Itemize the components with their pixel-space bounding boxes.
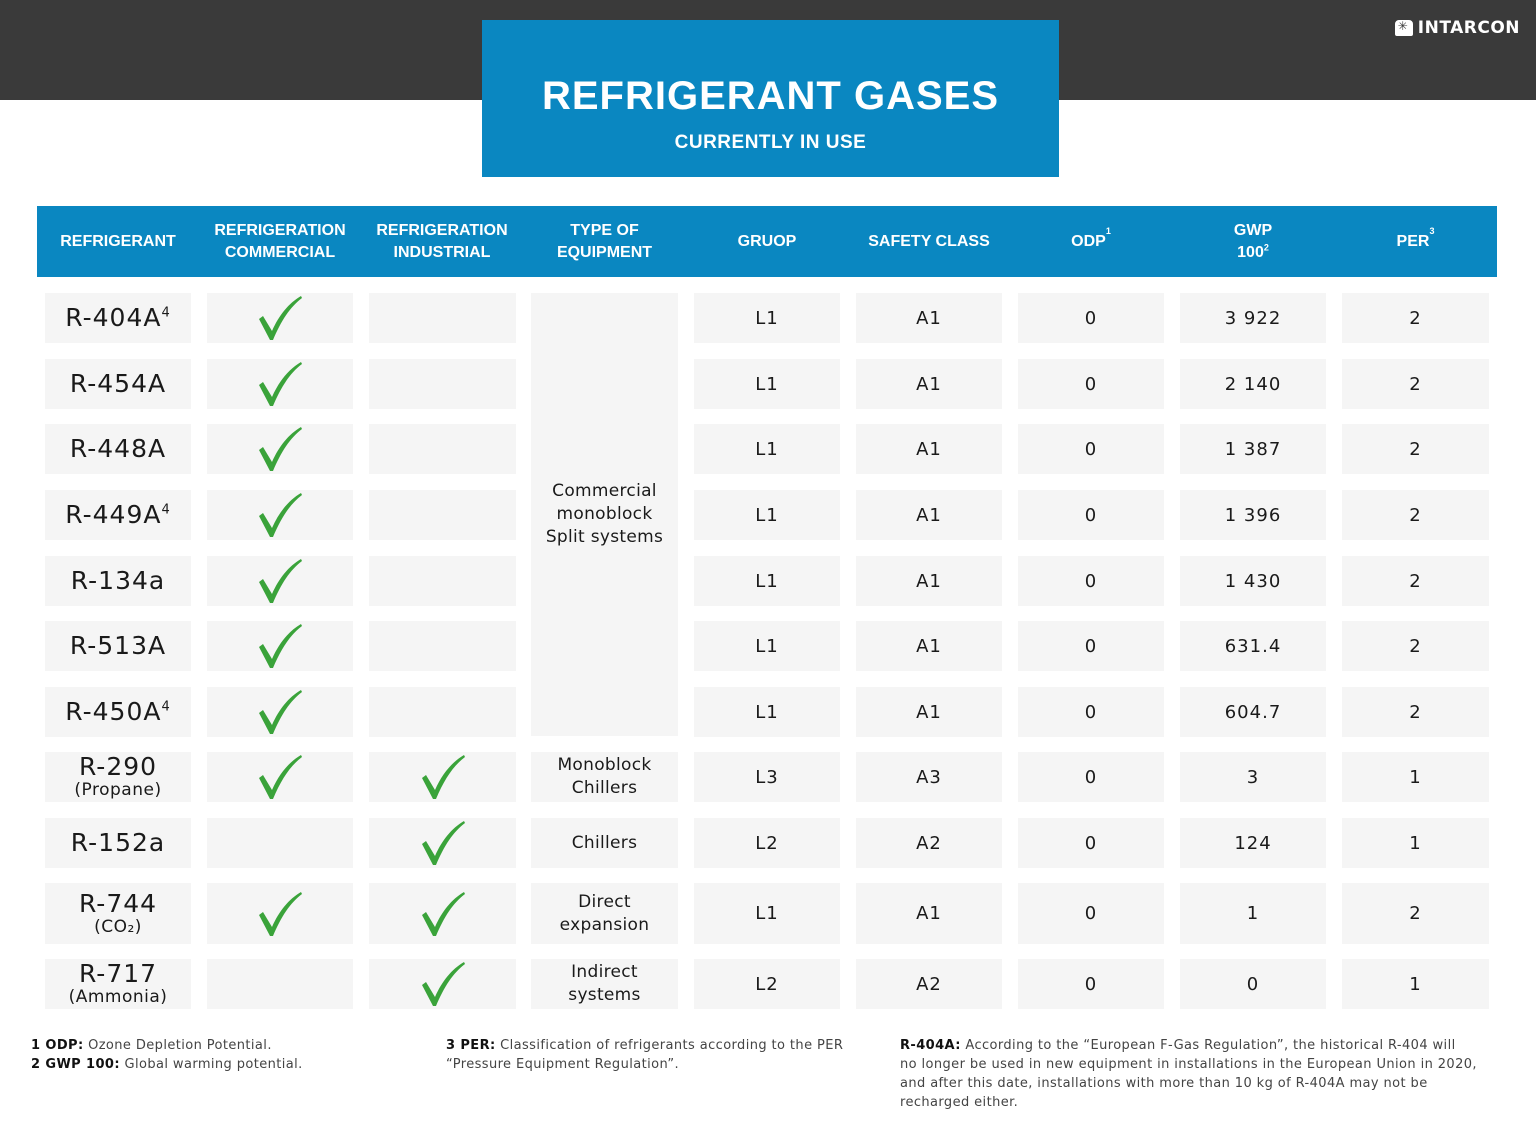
group-value: L3 xyxy=(755,766,779,788)
industrial-use-cell xyxy=(369,490,516,540)
industrial-use-cell xyxy=(369,959,516,1009)
refrigerant-common-name: (CO₂) xyxy=(94,916,142,937)
refrigerant-name: R-744 xyxy=(78,888,158,918)
gwp-value: 1 430 xyxy=(1224,570,1282,592)
footnote-2-text: Global warming potential. xyxy=(119,1057,303,1072)
gwp-cell xyxy=(1180,490,1326,540)
refrigerant-name: R-717 xyxy=(78,959,158,988)
brand-name: INTARCON xyxy=(1417,18,1520,38)
header-line-2: INDUSTRIAL xyxy=(393,243,491,261)
odp-cell xyxy=(1018,883,1164,944)
safety-class-value: A1 xyxy=(916,373,942,395)
footnote-1-label: 1 ODP: xyxy=(31,1038,84,1053)
footnote-ref: 4 xyxy=(161,502,171,518)
per-cell xyxy=(1342,556,1489,606)
group-cell xyxy=(694,687,840,737)
industrial-use-cell xyxy=(369,621,516,671)
footnote-4-label: R-404A: xyxy=(900,1038,961,1053)
safety-class-value: A3 xyxy=(916,766,942,788)
safety-class-cell xyxy=(856,621,1002,671)
odp-value: 0 xyxy=(1084,766,1098,788)
odp-value: 0 xyxy=(1084,570,1098,592)
industrial-use-cell xyxy=(369,752,516,802)
odp-value: 0 xyxy=(1084,504,1098,526)
per-cell xyxy=(1342,293,1489,343)
safety-class-value: A2 xyxy=(916,832,942,854)
refrigerant-common-name: (Ammonia) xyxy=(68,987,168,1007)
header-line-1: REFRIGERANT xyxy=(60,232,176,250)
footnote-per xyxy=(446,1036,886,1074)
safety-class-value: A1 xyxy=(916,635,942,657)
group-value: L1 xyxy=(755,373,779,395)
per-cell xyxy=(1342,490,1489,540)
group-cell xyxy=(694,556,840,606)
refrigerant-name: R-152a xyxy=(70,828,166,857)
group-cell xyxy=(694,883,840,944)
odp-value: 0 xyxy=(1084,635,1098,657)
equipment-type-line: Chillers xyxy=(571,832,638,853)
brand-logo xyxy=(1395,18,1520,38)
gwp-cell xyxy=(1180,818,1326,868)
refrigerant-name-cell xyxy=(45,359,191,409)
page-subtitle: CURRENTLY IN USE xyxy=(674,132,867,153)
footnote-r404a xyxy=(900,1036,1520,1112)
footnote-ref: 4 xyxy=(161,305,171,321)
group-cell xyxy=(694,293,840,343)
column-header-gwp xyxy=(1172,206,1334,277)
gwp-value: 604.7 xyxy=(1224,701,1282,723)
footnote-3-text: Classification of refrigerants according to the PER xyxy=(495,1038,844,1053)
column-header-odp: ODP 1 xyxy=(1010,206,1172,277)
odp-cell xyxy=(1018,818,1164,868)
column-header-commercial xyxy=(199,206,361,277)
per-cell xyxy=(1342,752,1489,802)
header-line-1: GWP xyxy=(1233,221,1273,239)
odp-value: 0 xyxy=(1084,438,1098,460)
industrial-use-cell xyxy=(369,556,516,606)
gwp-value: 631.4 xyxy=(1224,635,1282,657)
safety-class-cell xyxy=(856,818,1002,868)
gwp-cell xyxy=(1180,687,1326,737)
checkmark-icon xyxy=(257,492,303,538)
safety-class-cell xyxy=(856,359,1002,409)
header-line-1: PER xyxy=(1396,232,1430,250)
footnote-4-text-3: and after this date, installations with more than 10 kg of R-404A may not be xyxy=(900,1076,1428,1091)
odp-value: 0 xyxy=(1084,307,1098,329)
safety-class-cell xyxy=(856,883,1002,944)
refrigerant-name-cell xyxy=(45,293,191,343)
gwp-cell xyxy=(1180,293,1326,343)
industrial-use-cell xyxy=(369,687,516,737)
commercial-use-cell xyxy=(207,883,353,944)
group-value: L1 xyxy=(755,504,779,526)
commercial-use-cell xyxy=(207,359,353,409)
commercial-use-cell xyxy=(207,490,353,540)
per-value: 2 xyxy=(1409,504,1422,526)
header-line-1: REFRIGERATION xyxy=(376,221,508,239)
group-cell xyxy=(694,818,840,868)
checkmark-icon xyxy=(257,689,303,735)
refrigerant-name-cell xyxy=(45,556,191,606)
gwp-value: 1 387 xyxy=(1224,438,1282,460)
group-value: L2 xyxy=(755,832,779,854)
safety-class-cell xyxy=(856,424,1002,474)
equipment-type-line: Monoblock xyxy=(557,755,652,775)
group-value: L1 xyxy=(755,307,779,329)
commercial-use-cell xyxy=(207,752,353,802)
column-header-refrigerant xyxy=(37,206,199,277)
equipment-type-line: Commercial xyxy=(552,481,657,501)
safety-class-value: A1 xyxy=(916,504,942,526)
safety-class-value: A1 xyxy=(916,701,942,723)
snowflake-house-icon xyxy=(1395,20,1413,36)
checkmark-icon xyxy=(257,426,303,472)
per-cell xyxy=(1342,818,1489,868)
commercial-use-cell xyxy=(207,959,353,1009)
safety-class-value: A1 xyxy=(916,438,942,460)
footnote-ref: 4 xyxy=(161,699,171,715)
group-value: L2 xyxy=(755,973,779,995)
equipment-type-cell xyxy=(531,752,678,802)
safety-class-value: A2 xyxy=(916,973,942,995)
safety-class-cell xyxy=(856,752,1002,802)
checkmark-icon xyxy=(420,754,466,800)
safety-class-cell xyxy=(856,687,1002,737)
group-cell xyxy=(694,424,840,474)
footnote-3-text-2: “Pressure Equipment Regulation”. xyxy=(446,1057,680,1072)
footnote-2-label: 2 GWP 100: xyxy=(31,1057,120,1072)
gwp-value: 1 396 xyxy=(1224,504,1282,526)
odp-value: 0 xyxy=(1084,373,1098,395)
safety-class-value: A1 xyxy=(916,307,942,329)
checkmark-icon xyxy=(420,891,466,937)
equipment-type-line: Split systems xyxy=(545,527,664,547)
footnote-3-label: 3 PER: xyxy=(446,1038,496,1053)
refrigerant-name-cell xyxy=(45,818,191,868)
per-cell xyxy=(1342,959,1489,1009)
safety-class-cell xyxy=(856,959,1002,1009)
footnote-4-text-4: recharged either. xyxy=(900,1095,1019,1110)
checkmark-icon xyxy=(257,623,303,669)
commercial-use-cell xyxy=(207,556,353,606)
refrigerant-name-cell xyxy=(45,752,191,802)
group-value: L1 xyxy=(755,438,779,460)
refrigerant-name: R-404A xyxy=(65,303,162,332)
odp-value: 0 xyxy=(1084,903,1098,924)
industrial-use-cell xyxy=(369,818,516,868)
safety-class-cell xyxy=(856,490,1002,540)
odp-cell xyxy=(1018,621,1164,671)
column-header-safety-class xyxy=(848,206,1010,277)
commercial-use-cell xyxy=(207,424,353,474)
odp-cell xyxy=(1018,752,1164,802)
column-header-industrial xyxy=(361,206,523,277)
header-line-2: 100 xyxy=(1237,243,1264,261)
gwp-value: 3 xyxy=(1246,766,1260,788)
odp-cell xyxy=(1018,490,1164,540)
odp-cell xyxy=(1018,556,1164,606)
refrigerant-name-cell xyxy=(45,687,191,737)
odp-value: 0 xyxy=(1084,973,1098,995)
column-header-equipment xyxy=(523,206,686,277)
per-value: 2 xyxy=(1409,373,1422,395)
group-cell xyxy=(694,752,840,802)
header-line-2: EQUIPMENT xyxy=(556,243,653,261)
per-cell xyxy=(1342,687,1489,737)
checkmark-icon xyxy=(257,891,303,937)
checkmark-icon xyxy=(257,558,303,604)
footnote-1-text: Ozone Depletion Potential. xyxy=(83,1038,272,1053)
checkmark-icon xyxy=(257,295,303,341)
refrigerant-name-cell xyxy=(45,424,191,474)
group-value: L1 xyxy=(755,701,779,723)
equipment-type-cell xyxy=(531,293,678,736)
header-line-2: COMMERCIAL xyxy=(224,243,336,261)
per-cell xyxy=(1342,883,1489,944)
per-value: 2 xyxy=(1409,701,1422,723)
equipment-type-line: monoblock xyxy=(556,504,653,524)
gwp-cell xyxy=(1180,424,1326,474)
group-value: L1 xyxy=(755,903,779,924)
industrial-use-cell xyxy=(369,424,516,474)
odp-cell xyxy=(1018,293,1164,343)
equipment-type-line: Chillers xyxy=(571,778,638,798)
header-line-1: REFRIGERATION xyxy=(214,221,346,239)
refrigerant-name: R-454A xyxy=(69,369,167,398)
industrial-use-cell xyxy=(369,293,516,343)
equipment-type-line: expansion xyxy=(559,914,650,935)
per-value: 1 xyxy=(1409,973,1422,995)
refrigerant-name-cell xyxy=(45,621,191,671)
equipment-type-cell xyxy=(531,818,678,868)
equipment-type-line: Indirect xyxy=(571,962,638,982)
refrigerant-name: R-134a xyxy=(70,566,166,595)
checkmark-icon xyxy=(420,961,466,1007)
refrigerant-name: R-290 xyxy=(78,752,158,781)
refrigerant-name-cell xyxy=(45,959,191,1009)
gwp-value: 124 xyxy=(1234,832,1272,854)
safety-class-value: A1 xyxy=(916,903,942,924)
refrigerant-name-cell xyxy=(45,490,191,540)
commercial-use-cell xyxy=(207,818,353,868)
checkmark-icon xyxy=(257,754,303,800)
gwp-value: 1 xyxy=(1246,903,1260,924)
title-banner xyxy=(482,20,1059,177)
group-cell xyxy=(694,959,840,1009)
refrigerant-common-name: (Propane) xyxy=(74,780,162,800)
per-value: 2 xyxy=(1409,307,1422,329)
checkmark-icon xyxy=(257,361,303,407)
gwp-value: 3 922 xyxy=(1224,307,1282,329)
commercial-use-cell xyxy=(207,687,353,737)
safety-class-cell xyxy=(856,293,1002,343)
group-value: L1 xyxy=(755,570,779,592)
per-value: 2 xyxy=(1409,438,1422,460)
group-value: L1 xyxy=(755,635,779,657)
per-value: 1 xyxy=(1409,766,1422,788)
odp-cell xyxy=(1018,959,1164,1009)
page-title: REFRIGERANT GASES xyxy=(541,74,1000,118)
gwp-cell xyxy=(1180,959,1326,1009)
per-value: 1 xyxy=(1409,832,1422,854)
commercial-use-cell xyxy=(207,293,353,343)
safety-class-cell xyxy=(856,556,1002,606)
equipment-type-cell xyxy=(531,883,678,944)
refrigerant-name: R-450A xyxy=(65,697,162,726)
column-header-group xyxy=(686,206,848,277)
table-header xyxy=(37,206,1497,277)
group-cell xyxy=(694,490,840,540)
footnote-ref: 2 xyxy=(1263,242,1269,253)
per-cell xyxy=(1342,621,1489,671)
safety-class-value: A1 xyxy=(916,570,942,592)
gwp-cell xyxy=(1180,556,1326,606)
group-cell xyxy=(694,359,840,409)
odp-cell xyxy=(1018,424,1164,474)
odp-value: 0 xyxy=(1084,832,1098,854)
commercial-use-cell xyxy=(207,621,353,671)
footnote-odp-gwp xyxy=(31,1036,431,1074)
checkmark-icon xyxy=(420,820,466,866)
per-value: 2 xyxy=(1409,903,1422,924)
per-cell xyxy=(1342,359,1489,409)
gwp-value: 0 xyxy=(1246,973,1260,995)
odp-cell xyxy=(1018,687,1164,737)
gwp-cell xyxy=(1180,359,1326,409)
gwp-cell xyxy=(1180,621,1326,671)
column-header-per: PER 3 xyxy=(1334,206,1497,277)
industrial-use-cell xyxy=(369,883,516,944)
equipment-type-cell xyxy=(531,959,678,1009)
header-line-1: SAFETY CLASS xyxy=(868,232,990,250)
footnote-4-text-2: no longer be used in new equipment in installations in the European Union in 2020, xyxy=(900,1057,1477,1072)
refrigerant-name: R-449A xyxy=(65,500,162,529)
equipment-type-line: systems xyxy=(568,985,641,1005)
header-line-1: ODP xyxy=(1071,232,1106,250)
per-value: 2 xyxy=(1409,570,1422,592)
per-value: 2 xyxy=(1409,635,1422,657)
refrigerant-name: R-448A xyxy=(69,434,167,463)
refrigerant-name: R-513A xyxy=(69,631,167,660)
gwp-value: 2 140 xyxy=(1224,373,1282,395)
header-line-1: TYPE OF xyxy=(570,221,639,239)
footnote-4-text: According to the “European F-Gas Regulation”, the historical R-404 will xyxy=(960,1038,1456,1053)
header-line-1: GRUOP xyxy=(737,232,797,250)
gwp-cell xyxy=(1180,883,1326,944)
per-cell xyxy=(1342,424,1489,474)
refrigerant-name-cell xyxy=(45,883,191,944)
gwp-cell xyxy=(1180,752,1326,802)
equipment-type-line: Direct xyxy=(578,891,631,912)
industrial-use-cell xyxy=(369,359,516,409)
group-cell xyxy=(694,621,840,671)
odp-cell xyxy=(1018,359,1164,409)
odp-value: 0 xyxy=(1084,701,1098,723)
